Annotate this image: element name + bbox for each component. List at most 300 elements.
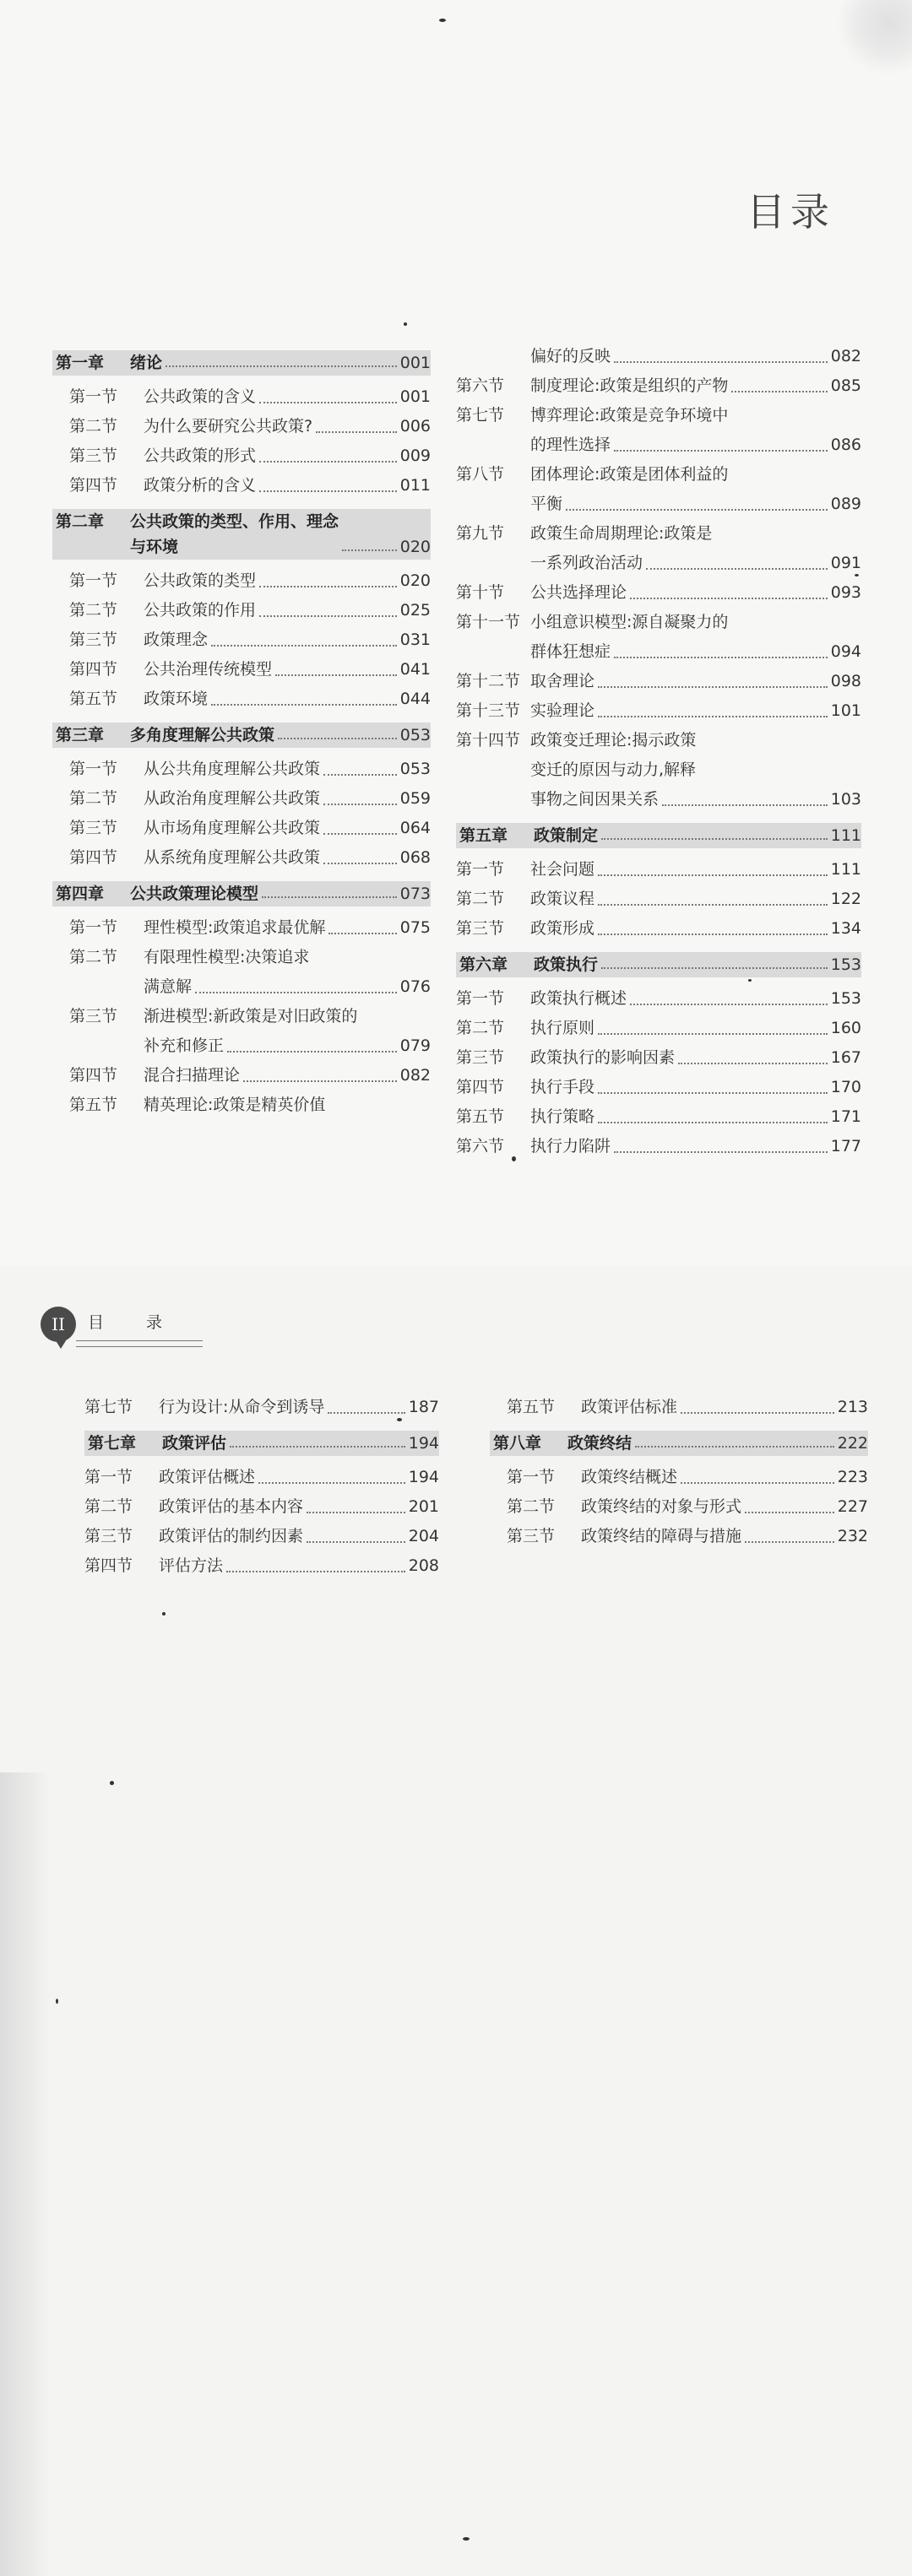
section-title-continued: 偏好的反映 [530, 347, 611, 365]
leader-dots [614, 450, 828, 452]
leader-dots [328, 1412, 404, 1414]
scan-speck [463, 2537, 470, 2541]
leader-dots [226, 1571, 405, 1572]
toc-section-entry [84, 1463, 439, 1492]
section-title: 制度理论:政策是组织的产物 [530, 376, 729, 395]
leader-dots [566, 509, 828, 511]
section-label: 第二节 [69, 417, 118, 436]
section-label: 第七节 [456, 406, 505, 425]
toc-section-entry [456, 855, 861, 885]
chapter-label: 第八章 [493, 1434, 542, 1453]
page-number: 222 [837, 1434, 868, 1453]
page-number: 073 [399, 885, 431, 903]
scan-speck [439, 19, 446, 22]
chapter-title [130, 509, 339, 560]
chapter-label: 第二章 [56, 512, 105, 531]
section-title: 政策终结的障碍与措施 [581, 1527, 742, 1545]
section-label: 第三节 [507, 1527, 556, 1545]
section-title: 政策环境 [144, 690, 209, 708]
page-number: 194 [408, 1434, 439, 1453]
page-number: 001 [399, 387, 431, 406]
leader-dots [598, 1033, 828, 1035]
section-title: 从系统角度理解公共政策 [144, 848, 321, 867]
section-title: 从政治角度理解公共政策 [144, 789, 321, 808]
leader-dots [731, 391, 827, 392]
toc-right-column [456, 342, 861, 1161]
page-number: 232 [837, 1527, 868, 1545]
section-title-continued: 的理性选择 [530, 436, 611, 454]
toc-section-entry [52, 1002, 431, 1031]
section-label: 第七节 [84, 1398, 133, 1416]
section-title: 执行策略 [530, 1107, 595, 1126]
leader-dots [598, 686, 828, 688]
toc-section-entry [52, 412, 431, 441]
section-title-continued: 变迁的原因与动力,解释 [530, 760, 697, 779]
page-number: 171 [830, 1107, 861, 1126]
toc-section-entry [490, 1393, 868, 1422]
toc-section-entry [456, 460, 861, 490]
toc-section-entry [456, 1014, 861, 1043]
chapter-label: 第七章 [88, 1434, 137, 1453]
section-title: 团体理论:政策是团体利益的 [530, 465, 729, 484]
section-label: 第三节 [456, 1048, 505, 1067]
leader-dots [166, 365, 397, 367]
badge-tail [52, 1335, 69, 1349]
section-title: 取舍理论 [530, 672, 595, 690]
page-number: 153 [830, 989, 861, 1008]
scan-speck [56, 1999, 58, 2004]
page-number: 208 [408, 1556, 439, 1575]
section-title: 政策终结概述 [581, 1468, 678, 1486]
page-number: 094 [830, 642, 861, 661]
section-label: 第一节 [69, 571, 118, 590]
section-label: 第二节 [84, 1497, 133, 1516]
page-number: 041 [399, 660, 431, 679]
section-label: 第五节 [507, 1398, 556, 1416]
toc-section-entry [456, 1102, 861, 1132]
toc-section-entry [84, 1551, 439, 1581]
page-number: 103 [830, 790, 861, 809]
section-label: 第四节 [456, 1078, 505, 1096]
page-number: 201 [408, 1497, 439, 1516]
section-title: 执行原则 [530, 1019, 595, 1037]
page-number: 020 [399, 571, 431, 590]
page-number: 093 [830, 583, 861, 602]
toc-left-column-page2 [84, 1393, 439, 1581]
section-title: 执行手段 [530, 1078, 595, 1096]
chapter-heading [456, 823, 861, 848]
leader-dots [259, 615, 397, 617]
page-number: 213 [837, 1398, 868, 1416]
leader-dots [601, 838, 828, 840]
page-number: 044 [399, 690, 431, 708]
section-title-continued: 平衡 [530, 495, 563, 513]
chapter-heading [52, 881, 431, 906]
chapter-heading [52, 722, 431, 748]
toc-section-entry [456, 914, 861, 944]
chapter-heading [84, 1431, 439, 1456]
chapter-title: 政策终结 [567, 1434, 632, 1453]
toc-continuation-line [456, 549, 861, 578]
toc-continuation-line [456, 490, 861, 519]
toc-section-entry [456, 667, 861, 696]
leader-dots [342, 549, 397, 551]
section-label: 第一节 [69, 387, 118, 406]
toc-section-entry [456, 608, 861, 637]
leader-dots [307, 1541, 405, 1543]
leader-dots [259, 490, 397, 492]
page-number: 101 [830, 701, 861, 720]
section-label: 第一节 [507, 1468, 556, 1486]
chapter-heading [52, 350, 431, 376]
scan-speck [162, 1612, 166, 1615]
section-title: 政策评估标准 [581, 1398, 678, 1416]
section-label: 第五节 [69, 1096, 118, 1114]
section-title: 为什么要研究公共政策? [144, 417, 313, 436]
page-number: 177 [830, 1137, 861, 1155]
toc-right-column-page2 [490, 1393, 868, 1551]
toc-section-entry [52, 625, 431, 655]
section-label: 第三节 [69, 446, 118, 465]
toc-section-entry [52, 655, 431, 685]
section-title: 评估方法 [159, 1556, 224, 1575]
toc-section-entry [456, 578, 861, 608]
section-title: 行为设计:从命令到诱导 [159, 1398, 325, 1416]
scan-speck [404, 322, 407, 326]
section-title: 混合扫描理论 [144, 1066, 241, 1085]
section-label: 第二节 [456, 1019, 505, 1037]
chapter-label: 第五章 [459, 826, 508, 845]
section-title: 政策终结的对象与形式 [581, 1497, 742, 1516]
section-title-continued: 事物之间因果关系 [530, 790, 660, 809]
page-number: 170 [830, 1078, 861, 1096]
chapter-heading [456, 952, 861, 977]
page-number: 227 [837, 1497, 868, 1516]
page-number: 082 [399, 1066, 431, 1085]
toc-section-entry [52, 1090, 431, 1120]
page-number: 223 [837, 1468, 868, 1486]
page-number: 020 [399, 538, 431, 556]
page-number: 079 [399, 1036, 431, 1055]
section-title: 政策评估概述 [159, 1468, 256, 1486]
page-number: 068 [399, 848, 431, 867]
leader-dots [678, 1063, 828, 1064]
section-title: 公共选择理论 [530, 583, 627, 602]
page-number: 053 [399, 726, 431, 744]
chapter-heading [490, 1431, 868, 1456]
page-number: 076 [399, 977, 431, 996]
section-title: 公共政策的作用 [144, 601, 257, 620]
leader-dots [598, 1092, 828, 1094]
section-title: 政策执行概述 [530, 989, 627, 1008]
section-title: 政策评估的基本内容 [159, 1497, 304, 1516]
section-title: 政策理念 [144, 630, 209, 649]
section-title: 公共政策的含义 [144, 387, 257, 406]
leader-dots [258, 1482, 405, 1484]
page-number: 089 [830, 495, 861, 513]
leader-dots [745, 1541, 834, 1543]
leader-dots [601, 967, 828, 969]
section-label: 第一节 [69, 918, 118, 937]
leader-dots [614, 361, 828, 363]
section-label: 第八节 [456, 465, 505, 484]
leader-dots [259, 402, 397, 403]
toc-section-entry [52, 943, 431, 972]
leader-dots [316, 431, 397, 433]
toc-section-entry [456, 984, 861, 1014]
scan-speck [512, 1156, 516, 1161]
section-label: 第二节 [507, 1497, 556, 1516]
chapter-heading [52, 509, 431, 560]
section-label: 第二节 [69, 789, 118, 808]
section-label: 第三节 [69, 630, 118, 649]
section-title: 小组意识模型:源自凝聚力的 [530, 613, 729, 631]
scan-speck [855, 574, 859, 576]
section-title: 博弈理论:政策是竞争环境中 [530, 406, 729, 425]
section-label: 第五节 [456, 1107, 505, 1126]
page-number: 153 [830, 955, 861, 974]
leader-dots [630, 598, 828, 599]
section-label: 第三节 [84, 1527, 133, 1545]
chapter-title-line: 与环境 [130, 538, 179, 556]
toc-section-entry [52, 441, 431, 471]
toc-continuation-line [456, 637, 861, 667]
section-title: 从公共角度理解公共政策 [144, 760, 321, 778]
section-label: 第四节 [69, 848, 118, 867]
section-label: 第十四节 [456, 731, 521, 750]
section-label: 第二节 [456, 890, 505, 908]
section-label: 第九节 [456, 524, 505, 543]
section-label: 第十三节 [456, 701, 521, 720]
running-header [41, 1307, 252, 1366]
section-title: 公共治理传统模型 [144, 660, 273, 679]
header-rule [76, 1340, 203, 1347]
section-title: 政策评估的制约因素 [159, 1527, 304, 1545]
section-title: 政策执行的影响因素 [530, 1048, 676, 1067]
leader-dots [211, 645, 397, 647]
leader-dots [227, 1051, 397, 1053]
section-label: 第三节 [69, 1007, 118, 1026]
section-label: 第一节 [456, 989, 505, 1008]
section-label: 第十一节 [456, 613, 521, 631]
toc-section-entry [84, 1393, 439, 1422]
section-label: 第一节 [84, 1468, 133, 1486]
section-label: 第二节 [69, 601, 118, 620]
chapter-label: 第四章 [56, 885, 105, 903]
section-title: 政策生命周期理论:政策是 [530, 524, 713, 543]
chapter-title-line: 公共政策的类型、作用、理念 [130, 512, 339, 531]
section-label: 第六节 [456, 376, 505, 395]
page-number: 059 [399, 789, 431, 808]
toc-section-entry [52, 596, 431, 625]
section-title: 公共政策的类型 [144, 571, 257, 590]
section-title: 渐进模型:新政策是对旧政策的 [144, 1007, 358, 1026]
toc-section-entry [52, 471, 431, 501]
section-label: 第四节 [69, 476, 118, 495]
toc-section-entry [456, 1073, 861, 1102]
leader-dots [681, 1412, 834, 1414]
page-number: 031 [399, 630, 431, 649]
page-number: 009 [399, 446, 431, 465]
toc-section-entry [52, 814, 431, 843]
toc-page-2 [0, 1266, 912, 2576]
section-title: 有限理性模型:决策追求 [144, 948, 310, 966]
leader-dots [614, 657, 828, 658]
section-label: 第三节 [69, 819, 118, 837]
section-title: 理性模型:政策追求最优解 [144, 918, 326, 937]
page-number: 194 [408, 1468, 439, 1486]
page-number: 001 [399, 354, 431, 372]
chapter-title: 绪论 [130, 354, 163, 372]
leader-dots [614, 1151, 828, 1153]
leader-dots [323, 863, 397, 864]
leader-dots [598, 874, 828, 876]
toc-page-1 [0, 0, 912, 1266]
toc-section-entry [52, 382, 431, 412]
toc-left-column [52, 342, 431, 1120]
leader-dots [195, 992, 397, 993]
toc-section-entry [490, 1522, 868, 1551]
leader-dots [646, 568, 828, 570]
section-label: 第十二节 [456, 672, 521, 690]
toc-section-entry [52, 755, 431, 784]
chapter-title: 政策执行 [534, 955, 599, 974]
page-number-badge: II [41, 1307, 76, 1342]
page-number: 204 [408, 1527, 439, 1545]
section-title: 公共政策的形式 [144, 446, 257, 465]
toc-section-entry [456, 885, 861, 914]
leader-dots [328, 933, 396, 934]
page-number: 134 [830, 919, 861, 938]
section-title: 实验理论 [530, 701, 595, 720]
page-number: 011 [399, 476, 431, 495]
toc-section-entry [490, 1492, 868, 1522]
toc-section-entry [456, 696, 861, 726]
leader-dots [211, 704, 397, 706]
section-label: 第四节 [69, 660, 118, 679]
toc-continuation-line [456, 430, 861, 460]
leader-dots [598, 716, 828, 717]
page-number: 187 [408, 1398, 439, 1416]
toc-section-entry [456, 401, 861, 430]
section-title-continued: 群体狂想症 [530, 642, 611, 661]
toc-section-entry [52, 685, 431, 714]
leader-dots [262, 896, 397, 898]
leader-dots [662, 804, 828, 806]
section-title: 精英理论:政策是精英价值 [144, 1096, 326, 1114]
section-label: 第十节 [456, 583, 505, 602]
toc-section-entry [456, 1132, 861, 1161]
page-number: 167 [830, 1048, 861, 1067]
leader-dots [630, 1004, 828, 1005]
section-title: 政策变迁理论:揭示政策 [530, 731, 697, 750]
chapter-label: 第一章 [56, 354, 105, 372]
toc-continuation-line [456, 342, 861, 371]
chapter-label: 第三章 [56, 726, 105, 744]
section-title-continued: 满意解 [144, 977, 193, 996]
section-label: 第三节 [456, 919, 505, 938]
chapter-label: 第六章 [459, 955, 508, 974]
toc-continuation-line [456, 785, 861, 814]
page-number: 075 [399, 918, 431, 937]
leader-dots [230, 1446, 405, 1448]
toc-section-entry [84, 1522, 439, 1551]
toc-section-entry [84, 1492, 439, 1522]
leader-dots [598, 904, 828, 906]
chapter-title: 政策制定 [534, 826, 599, 845]
section-title: 执行力陷阱 [530, 1137, 611, 1155]
section-label: 第六节 [456, 1137, 505, 1155]
scan-blot [836, 0, 912, 76]
toc-continuation-line [52, 1031, 431, 1061]
leader-dots [598, 1122, 828, 1123]
section-title-continued: 补充和修正 [144, 1036, 225, 1055]
section-title-continued: 一系列政治活动 [530, 554, 643, 572]
chapter-title: 多角度理解公共政策 [130, 726, 275, 744]
toc-section-entry [52, 843, 431, 873]
section-title: 政策议程 [530, 890, 595, 908]
section-label: 第一节 [69, 760, 118, 778]
leader-dots [635, 1446, 834, 1448]
leader-dots [323, 804, 397, 805]
section-label: 第二节 [69, 948, 118, 966]
leader-dots [323, 833, 397, 835]
page-number: 025 [399, 601, 431, 620]
leader-dots [681, 1482, 834, 1484]
page-number: 053 [399, 760, 431, 778]
section-label: 第四节 [69, 1066, 118, 1085]
toc-section-entry [456, 371, 861, 401]
page-number: 086 [830, 436, 861, 454]
toc-section-entry [490, 1463, 868, 1492]
leader-dots [259, 586, 397, 587]
page-number: 064 [399, 819, 431, 837]
toc-section-entry [52, 566, 431, 596]
scan-speck [110, 1781, 114, 1785]
leader-dots [278, 738, 397, 739]
running-header-title: 目 录 [88, 1313, 182, 1332]
leader-dots [259, 461, 397, 463]
toc-continuation-line [52, 972, 431, 1002]
section-title: 从市场角度理解公共政策 [144, 819, 321, 837]
leader-dots [323, 774, 397, 776]
page-number: 082 [830, 347, 861, 365]
page-number: 160 [830, 1019, 861, 1037]
page-title: 目录 [736, 184, 844, 240]
toc-section-entry [52, 1061, 431, 1090]
toc-section-entry [456, 519, 861, 549]
scan-edge-shadow [0, 1772, 51, 2576]
chapter-title: 公共政策理论模型 [130, 885, 259, 903]
page-number: 122 [830, 890, 861, 908]
section-title: 政策形成 [530, 919, 595, 938]
page-number: 111 [830, 860, 861, 879]
section-label: 第五节 [69, 690, 118, 708]
toc-continuation-line [456, 755, 861, 785]
scan-speck [748, 979, 752, 982]
section-title: 社会问题 [530, 860, 595, 879]
toc-section-entry [456, 726, 861, 755]
leader-dots [275, 674, 397, 676]
leader-dots [598, 934, 828, 935]
section-title: 政策分析的含义 [144, 476, 257, 495]
chapter-title: 政策评估 [162, 1434, 227, 1453]
leader-dots [307, 1512, 405, 1513]
page-number: 111 [830, 826, 861, 845]
toc-section-entry [456, 1043, 861, 1073]
toc-section-entry [52, 784, 431, 814]
section-label: 第一节 [456, 860, 505, 879]
